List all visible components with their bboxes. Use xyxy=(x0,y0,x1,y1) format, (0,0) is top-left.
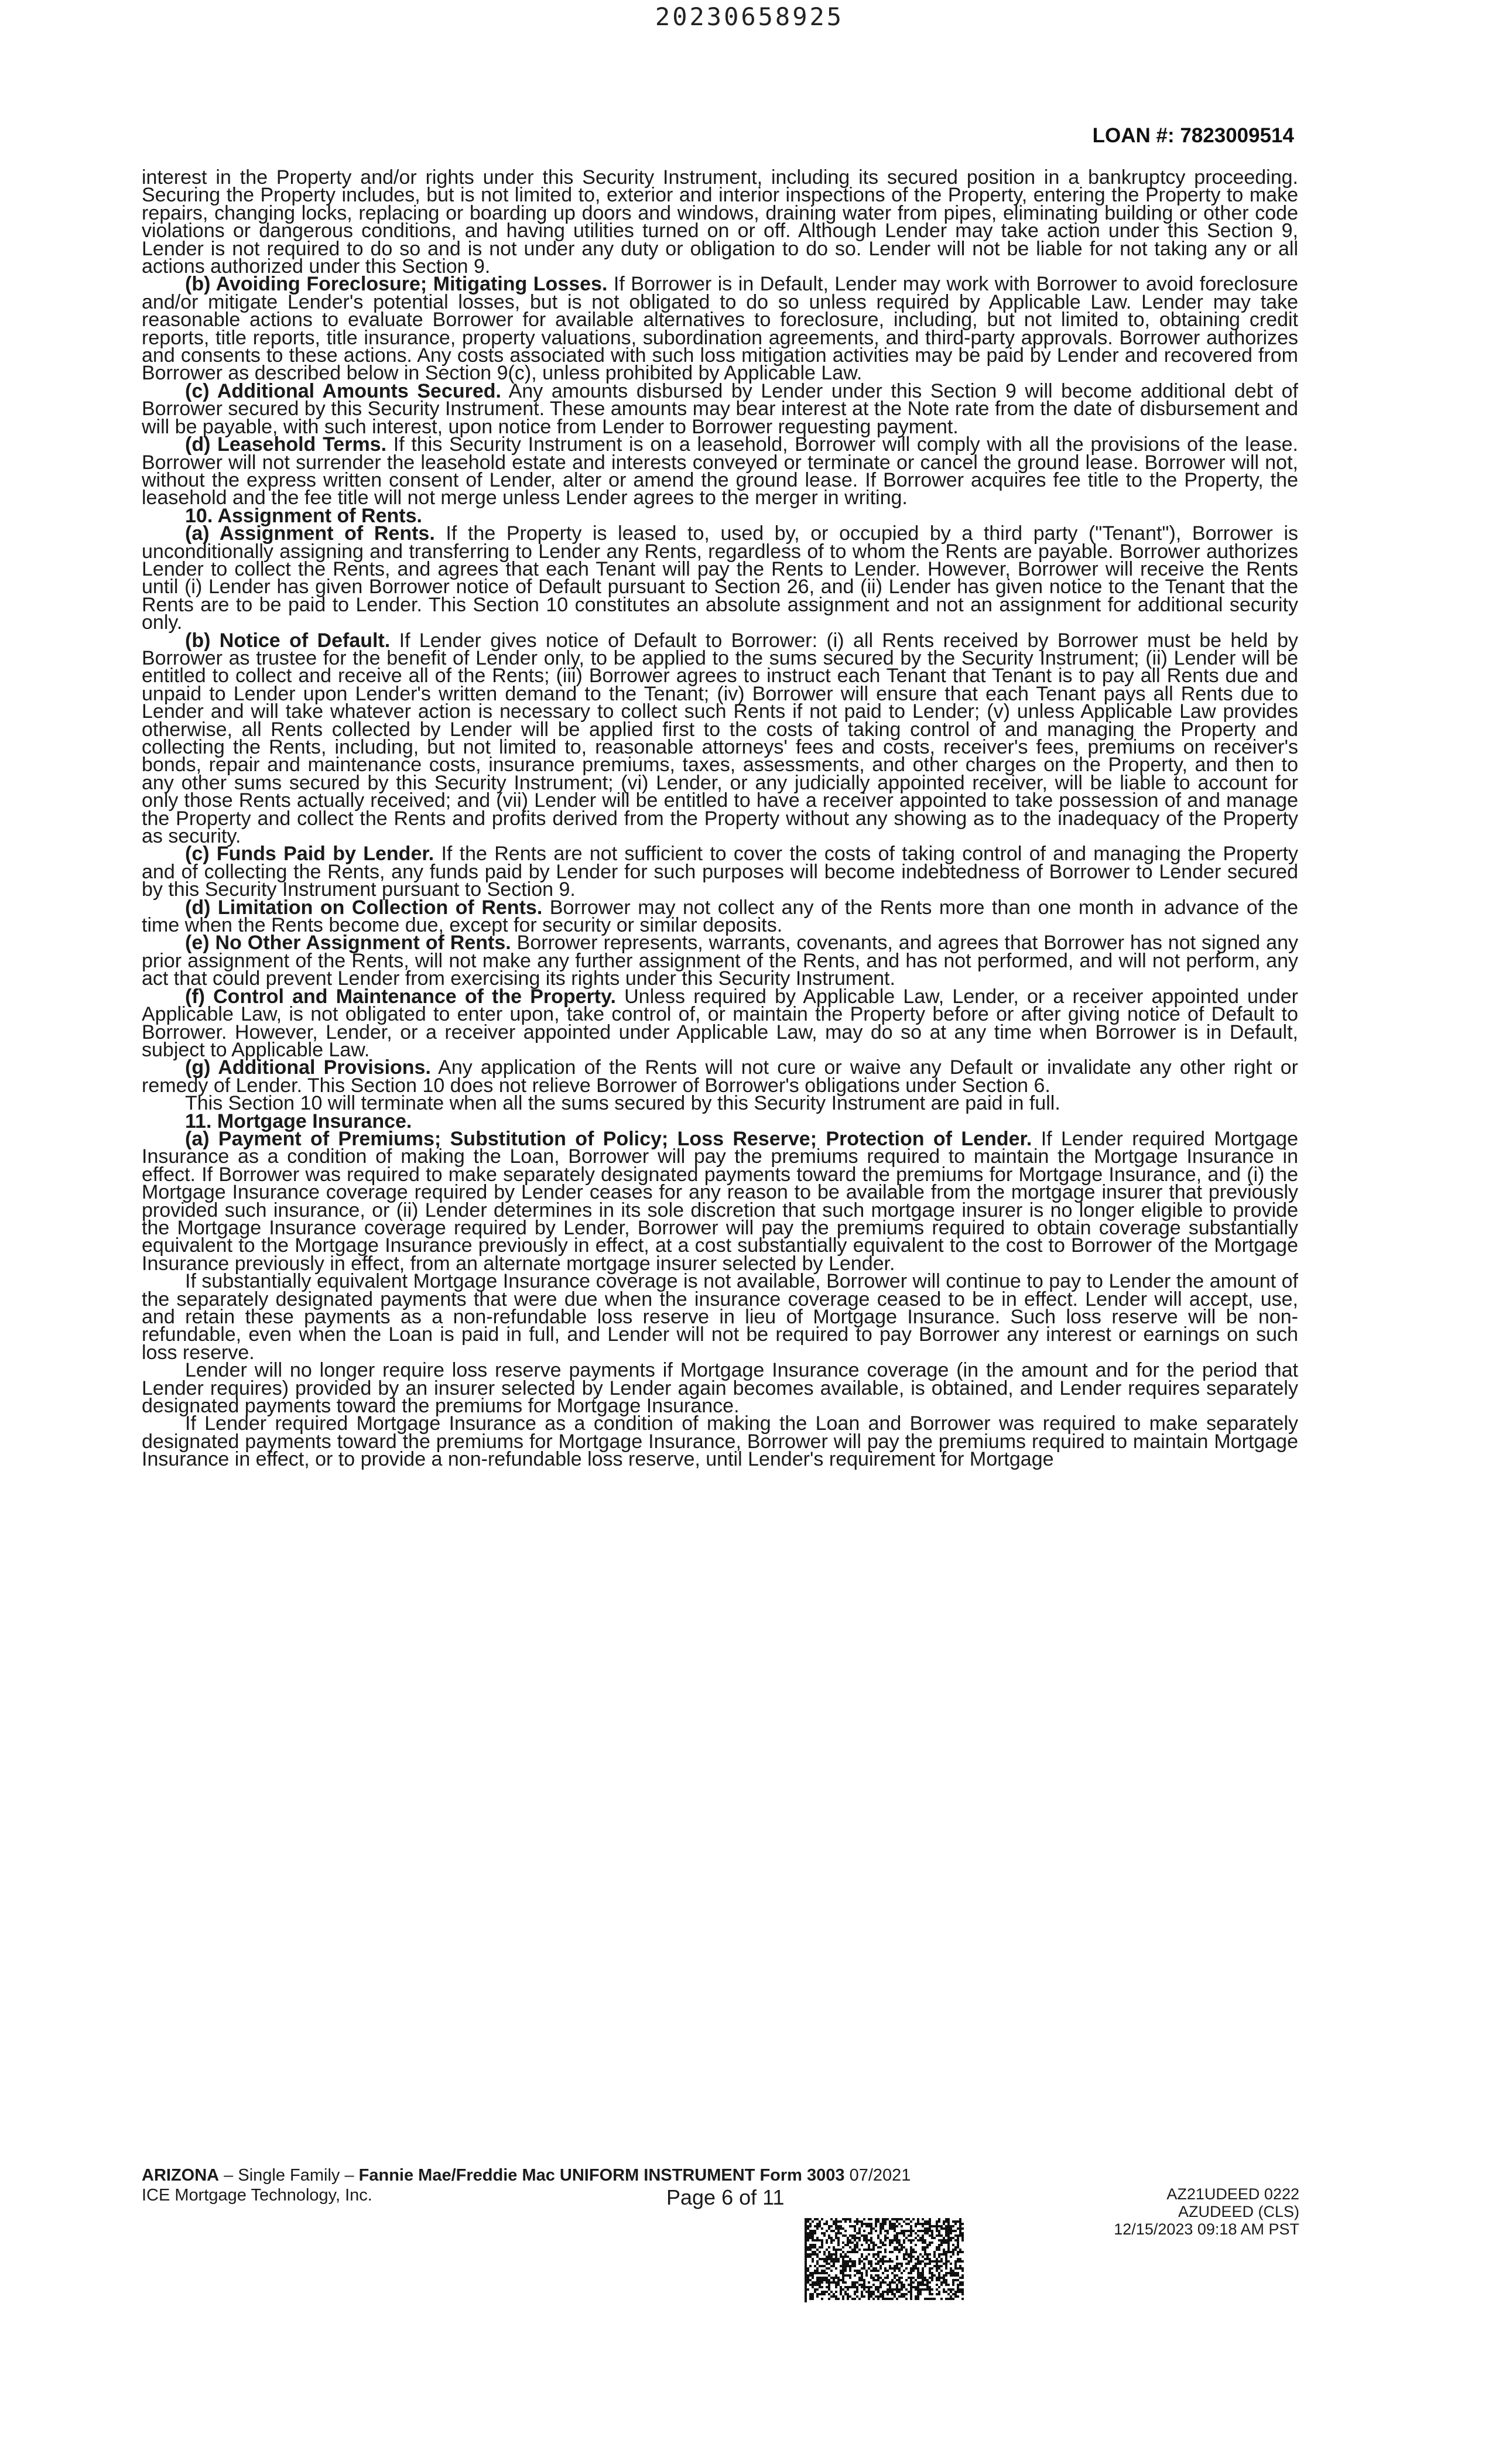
paragraph xyxy=(142,522,1299,634)
paragraph-text: If substantially equivalent Mortgage Insurance coverage is not available, Borrower will continue to pay to Lender the amount of the separately designated payments that were due when the insurance coverage ceased to be in effect. Lender will accept, use, and retain these payments as a non-refundable loss reserve in lieu of Mortgage Insurance. Such loss reserve will be non-refundable, even when the Loan is paid in full, and Lender will not be required to pay Borrower any interest or earnings on such loss reserve. xyxy=(142,1270,1298,1364)
form-title-line xyxy=(142,2165,911,2185)
paragraph-text: Unless required by Applicable Law, Lender, or a receiver appointed under Applicable Law, is not obligated to enter upon, take control of, or maintain the Property before or after giving notice of Default to Borrower. However, Lender, or a receiver appointed under Applicable Law, may do so at any time when Borrower is in Default, subject to Applicable Law. xyxy=(142,985,1298,1061)
paragraph xyxy=(142,166,1298,278)
paragraph-text: Borrower represents, warrants, covenants, and agrees that Borrower has not signed any prior assignment of the Rents, will not make any further assignment of the Rents, and has not performed, and will not perform, any act that could prevent Lender from exercising its rights under this Security Instrument. xyxy=(142,932,1298,990)
paragraph xyxy=(142,433,1299,509)
paragraph-text: If Lender gives notice of Default to Borrower: (i) all Rents received by Borrower must be held by Borrower as trustee for the benefit of Lender only, to be applied to the sums secured by the Security Instrument; (ii) Lender will be entitled to collect and receive all of the Rents; (iii) Borrower agrees to instruct each Tenant that Tenant is to pay all Rents due and unpaid to Lender upon Lender's written demand to the Tenant; (iv) Borrower will ensure that each Tenant pays all Rents due to Lender and will take whatever action is necessary to collect such Rents if not paid to Lender; (v) unless Applicable Law provides otherwise, all Rents collected by Lender will be applied first to the costs of taking control of and managing the Property and collecting the Rents, including, but not limited to, reasonable attorneys' fees and costs, receiver's fees, premiums on receiver's bonds, repair and maintenance costs, insurance premiums, taxes, assessments, and other charges on the Property, and then to any other sums secured by this Security Instrument; (vi) Lender, or any judicially appointed receiver, will be liable to account for only those Rents actually received; and (vii) Lender will be entitled to have a receiver appointed to take possession of and manage the Property and collect the Rents and profits derived from the Property without any showing as to the inadequacy of the Property as security. xyxy=(142,629,1298,848)
paragraph-text: Lender will no longer require loss reserve payments if Mortgage Insurance coverage (in the amount and for the period that Lender requires) provided by an insurer selected by Lender again becomes available, is obtained, and Lender requires separately designated payments toward the premiums for Mortgage Insurance. xyxy=(142,1359,1298,1418)
section-heading: (b) Avoiding Foreclosure; Mitigating Losses. xyxy=(185,273,608,296)
paragraph-text: This Section 10 will terminate when all the sums secured by this Security Instrument are paid in full. xyxy=(185,1092,1060,1115)
paragraph-text: If the Rents are not sufficient to cover the costs of taking control of and managing the Property and of collecting the Rents, any funds paid by Lender for such purposes will become indebtedness of Borrower to Lender secured by this Security Instrument pursuant to Section 9. xyxy=(142,843,1298,901)
section-heading: 10. Assignment of Rents. xyxy=(185,504,422,527)
section-heading: (a) Assignment of Rents. xyxy=(185,522,435,545)
paragraph xyxy=(142,1270,1298,1364)
paragraph xyxy=(142,843,1298,901)
paragraph-text: If Borrower is in Default, Lender may work with Borrower to avoid foreclosure and/or mitigate Lender's potential losses, but is not obligated to do so unless required by Applicable Law. Lender may take reasonable actions to evaluate Borrower for available alternatives to foreclosure, including, but not limited to, obtaining credit reports, title reports, title insurance, property valuations, subordination agreements, and third-party approvals. Borrower authorizes and consents to these actions. Any costs associated with such loss mitigation activities may be paid by Lender and recovered from Borrower as described below in Section 9(c), unless prohibited by Applicable Law. xyxy=(142,273,1298,385)
section-heading: (f) Control and Maintenance of the Property. xyxy=(185,985,616,1008)
paragraph-text: interest in the Property and/or rights under this Security Instrument, including its secured position in a bankruptcy proceeding. Securing the Property includes, but is not limited to, exterior and interior inspections of the Property, entering the Property to make repairs, changing locks, replacing or boarding up doors and windows, draining water from pipes, eliminating building or other code violations or dangerous conditions, and having utilities turned on or off. Although Lender may take action under this Section 9, Lender is not required to do so and is not under any duty or obligation to do so. Lender will not be liable for not taking any or all actions authorized under this Section 9. xyxy=(142,166,1298,278)
section-heading: (c) Additional Amounts Secured. xyxy=(185,379,501,402)
footer-codes xyxy=(1114,2185,1299,2238)
section-heading: (d) Limitation on Collection of Rents. xyxy=(185,896,543,919)
section-heading: (d) Leasehold Terms. xyxy=(185,433,387,456)
form-desc: – Single Family – xyxy=(219,2166,359,2185)
paragraph-text: If Lender required Mortgage Insurance as a condition of making the Loan, Borrower will pay the premiums required to maintain the Mortgage Insurance in effect. If Borrower was required to make separately designated payments toward the premiums for Mortgage Insurance, and (i) the Mortgage Insurance coverage required by Lender ceases for any reason to be available from the mortgage insurer that previously provided such insurance, or (ii) Lender determines in its sole discretion that such mortgage insurer is no longer eligible to provide the Mortgage Insurance coverage required by Lender, Borrower will pay the premiums required to obtain coverage substantially equivalent to the Mortgage Insurance previously in effect, at a cost substantially equivalent to the cost to Borrower of the Mortgage Insurance previously in effect, from an alternate mortgage insurer selected by Lender. xyxy=(142,1127,1298,1275)
form-name: Fannie Mae/Freddie Mac UNIFORM INSTRUMENT Form 3003 xyxy=(358,2166,845,2185)
paragraph-text: Borrower may not collect any of the Rents more than one month in advance of the time when the Rents become due, except for security or similar deposits. xyxy=(142,896,1298,937)
paragraph xyxy=(142,1127,1298,1275)
company-name: ICE Mortgage Technology, Inc. xyxy=(142,2186,372,2205)
paragraph xyxy=(142,932,1298,990)
paragraph xyxy=(142,1359,1298,1418)
loan-number: LOAN #: 7823009514 xyxy=(1092,124,1294,147)
paragraph xyxy=(142,985,1298,1061)
paragraph xyxy=(142,896,1298,937)
paragraph-text: If this Security Instrument is on a leasehold, Borrower will comply with all the provisions of the lease. Borrower will not surrender the leasehold estate and interests conveyed or terminate or cancel the ground lease. Borrower will not, without the express written consent of Lender, alter or amend the ground lease. If Borrower acquires fee title to the Property, the leasehold and the fee title will not merge unless Lender agrees to the merger in writing. xyxy=(142,433,1299,509)
document-body xyxy=(142,166,1299,1471)
form-code: AZ21UDEED 0222 xyxy=(1166,2185,1299,2203)
paragraph-text: If Lender required Mortgage Insurance as a condition of making the Loan and Borrower was required to make separately designated payments toward the premiums for Mortgage Insurance, Borrower will pay the premiums required to maintain Mortgage Insurance in effect, or to provide a non-refundable loss reserve, until Lender's requirement for Mortgage xyxy=(142,1412,1298,1471)
paragraph xyxy=(142,629,1298,848)
print-timestamp: 12/15/2023 09:18 AM PST xyxy=(1114,2220,1299,2238)
section-heading: 11. Mortgage Insurance. xyxy=(185,1110,412,1132)
paragraph-text: Any application of the Rents will not cure or waive any Default or invalidate any other right or remedy of Lender. This Section 10 does not relieve Borrower of Borrower's obligations under Section 6. xyxy=(142,1056,1298,1097)
recording-number: 20230658925 xyxy=(655,2,844,31)
paragraph xyxy=(142,1056,1298,1097)
paragraph xyxy=(142,379,1298,438)
paragraph-text: If the Property is leased to, used by, or occupied by a third party ("Tenant"), Borrower is unconditionally assigning and transferring to Lender any Rents, regardless of to whom the Rents are payable. Borrower authorizes Lender to collect the Rents, and agrees that each Tenant will pay the Rents to Lender. However, Borrower will receive the Rents until (i) Lender has given Borrower notice of Default pursuant to Section 26, and (ii) Lender has given notice to the Tenant that the Rents are to be paid to Lender. This Section 10 constitutes an absolute assignment and not an assignment for additional security only. xyxy=(142,522,1299,634)
section-heading: (a) Payment of Premiums; Substitution of Policy; Loss Reserve; Protection of Lender. xyxy=(185,1127,1032,1150)
form-state: ARIZONA xyxy=(142,2166,220,2185)
section-heading: (c) Funds Paid by Lender. xyxy=(185,843,434,865)
form-variant: AZUDEED (CLS) xyxy=(1178,2203,1299,2220)
section-heading: (b) Notice of Default. xyxy=(185,629,391,652)
footer-form-info xyxy=(142,2165,911,2205)
form-date: 07/2021 xyxy=(844,2166,911,2185)
barcode-icon xyxy=(805,2218,964,2302)
page-indicator: Page 6 of 11 xyxy=(666,2185,785,2209)
paragraph-text: Any amounts disbursed by Lender under this Section 9 will become additional debt of Borrower secured by this Security Instrument. These amounts may bear interest at the Note rate from the date of disbursement and will be payable, with such interest, upon notice from Lender to Borrower requesting payment. xyxy=(142,379,1298,438)
paragraph xyxy=(142,273,1298,385)
paragraph xyxy=(142,1412,1298,1471)
section-heading: (e) No Other Assignment of Rents. xyxy=(185,932,511,954)
section-heading: (g) Additional Provisions. xyxy=(185,1056,431,1079)
